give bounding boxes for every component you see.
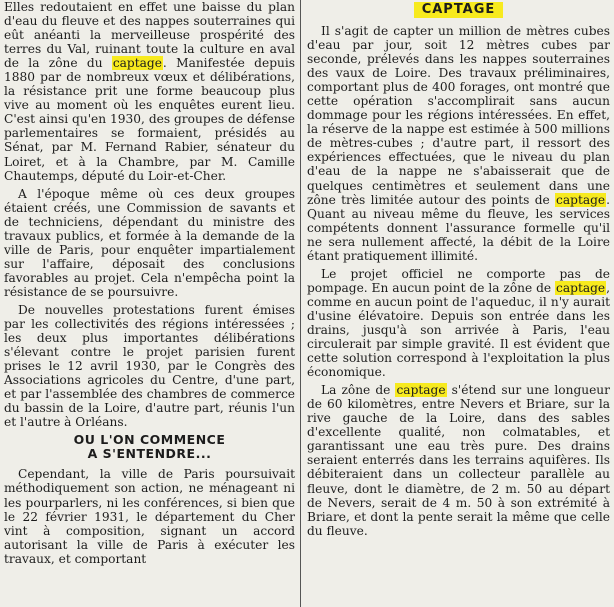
text-segment: s'étend sur une longueur de 60 kilomètres, entre Nevers et Briare, sur la rive gauche de la Loire, dans des sables d'excellente qualité, non colmatables, et garantissant une eau très pure. Des drains seraient enterrés dans les terrains aquifères. Ils débiteraient dans un collecteur parallèle au fleuve, dont le diamètre, de 2 m. 50 au départ de Nevers, serait de 4 m. 50 à son extrémité à Briare, et dont la pente serait la même que celle du fleuve. bbox=[307, 383, 610, 538]
section-heading bbox=[307, 2, 610, 18]
left-column bbox=[4, 0, 295, 607]
paragraph: De nouvelles protestations furent émises par les collectivités des régions intéressées ; les deux plus importantes délibérations s'élevant contre le projet parisien furent prises le 12 avril 1930, par le Congrès des Associations agricoles du Centre, d'une part, et par l'assemblée des chambres de commerce du bassin de la Loire, d'autre part, réunis l'un et l'autre à Orléans. bbox=[4, 302, 295, 430]
paragraph: A l'époque même où ces deux groupes étaient créés, une Commission de savants et de techniciens, dépendant du ministre des travaux publics, et formée à la demande de la ville de Paris, pour enquêter impartialement sur l'affaire, déposait des conclusions favorables au projet. Cela n'empêcha point la résistance de se poursuivre. bbox=[4, 186, 295, 299]
paragraph bbox=[307, 383, 610, 538]
right-column bbox=[307, 0, 610, 607]
highlighted-term: captage bbox=[556, 280, 606, 295]
subheading-line: OU L'ON COMMENCE bbox=[73, 432, 226, 448]
highlighted-term: captage bbox=[112, 56, 162, 71]
subheading-line: A S'ENTENDRE... bbox=[87, 446, 212, 462]
highlighted-term: captage bbox=[396, 383, 446, 398]
text-segment: . Manifestée depuis 1880 par de nombreux vœux et délibérations, la résistance prit une forme beaucoup plus vive au moment où les enquêtes eurent lieu. C'est ainsi qu'en 1930, des groupes de défense parlementaires se formaient, présidés au Sénat, par M. Fernand Rabier, sénateur du Loiret, et à la Chambre, par M. Camille Chautemps, député du Loir-et-Cher. bbox=[4, 56, 295, 183]
text-segment: La zône de bbox=[321, 383, 396, 398]
paragraph bbox=[307, 267, 610, 379]
paragraph: Cependant, la ville de Paris poursuivait méthodiquement son action, ne ménageant ni les pourparlers, ni les conférences, si bien que le 22 février 1931, le département du Cher vint à composition, signant un accord autorisant la ville de Paris à exécuter les travaux, et comportant bbox=[4, 467, 295, 566]
text-segment: Il s'agit de capter un million de mètres cubes d'eau par jour, soit 12 mètres cubes par seconde, prélevés dans les nappes souterraines des vaux de Loire. Des travaux préliminaires, comportant plus de 400 forages, ont montré que cette opération s'accomplirait sans aucun dommage pour les régions intéressées. En effet, la réserve de la nappe est estimée à 500 millions de mètres-cubes ; d'autre part, il ressort des expériences effectuées, que le niveau du plan d'eau de la nappe ne s'abaisserait que de quelques centimètres et seulement dans une zône très limitée autour des points de bbox=[307, 24, 610, 207]
subheading bbox=[4, 433, 295, 461]
text-segment: . Quant au niveau même du fleuve, les services compétents donnent l'assurance formelle qu'il ne sera nullement affecté, la débit de la Loire étant pratiquement illimité. bbox=[307, 192, 610, 263]
text-segment: Le projet officiel ne comporte pas de pompage. En aucun point de la zône de bbox=[307, 266, 610, 295]
section-title: CAPTAGE bbox=[414, 2, 504, 18]
text-segment: , comme en aucun point de l'aqueduc, il n'y aurait d'usine élévatoire. Depuis son entrée dans les drains, jusqu'à son arrivée à Paris, l'eau circulerait par simple gravité. Il est évident que cette solution correspond à l'exploitation la plus économique. bbox=[307, 280, 610, 380]
text-segment: Elles redoutaient en effet une baisse du plan d'eau du fleuve et des nappes souterraines qui eût anéanti la merveilleuse prospérité des terres du Val, ruinant toute la culture en aval de la zône du bbox=[4, 0, 295, 71]
highlighted-term: captage bbox=[556, 192, 606, 207]
column-divider bbox=[300, 0, 301, 607]
paragraph bbox=[4, 0, 295, 183]
paragraph bbox=[307, 24, 610, 263]
